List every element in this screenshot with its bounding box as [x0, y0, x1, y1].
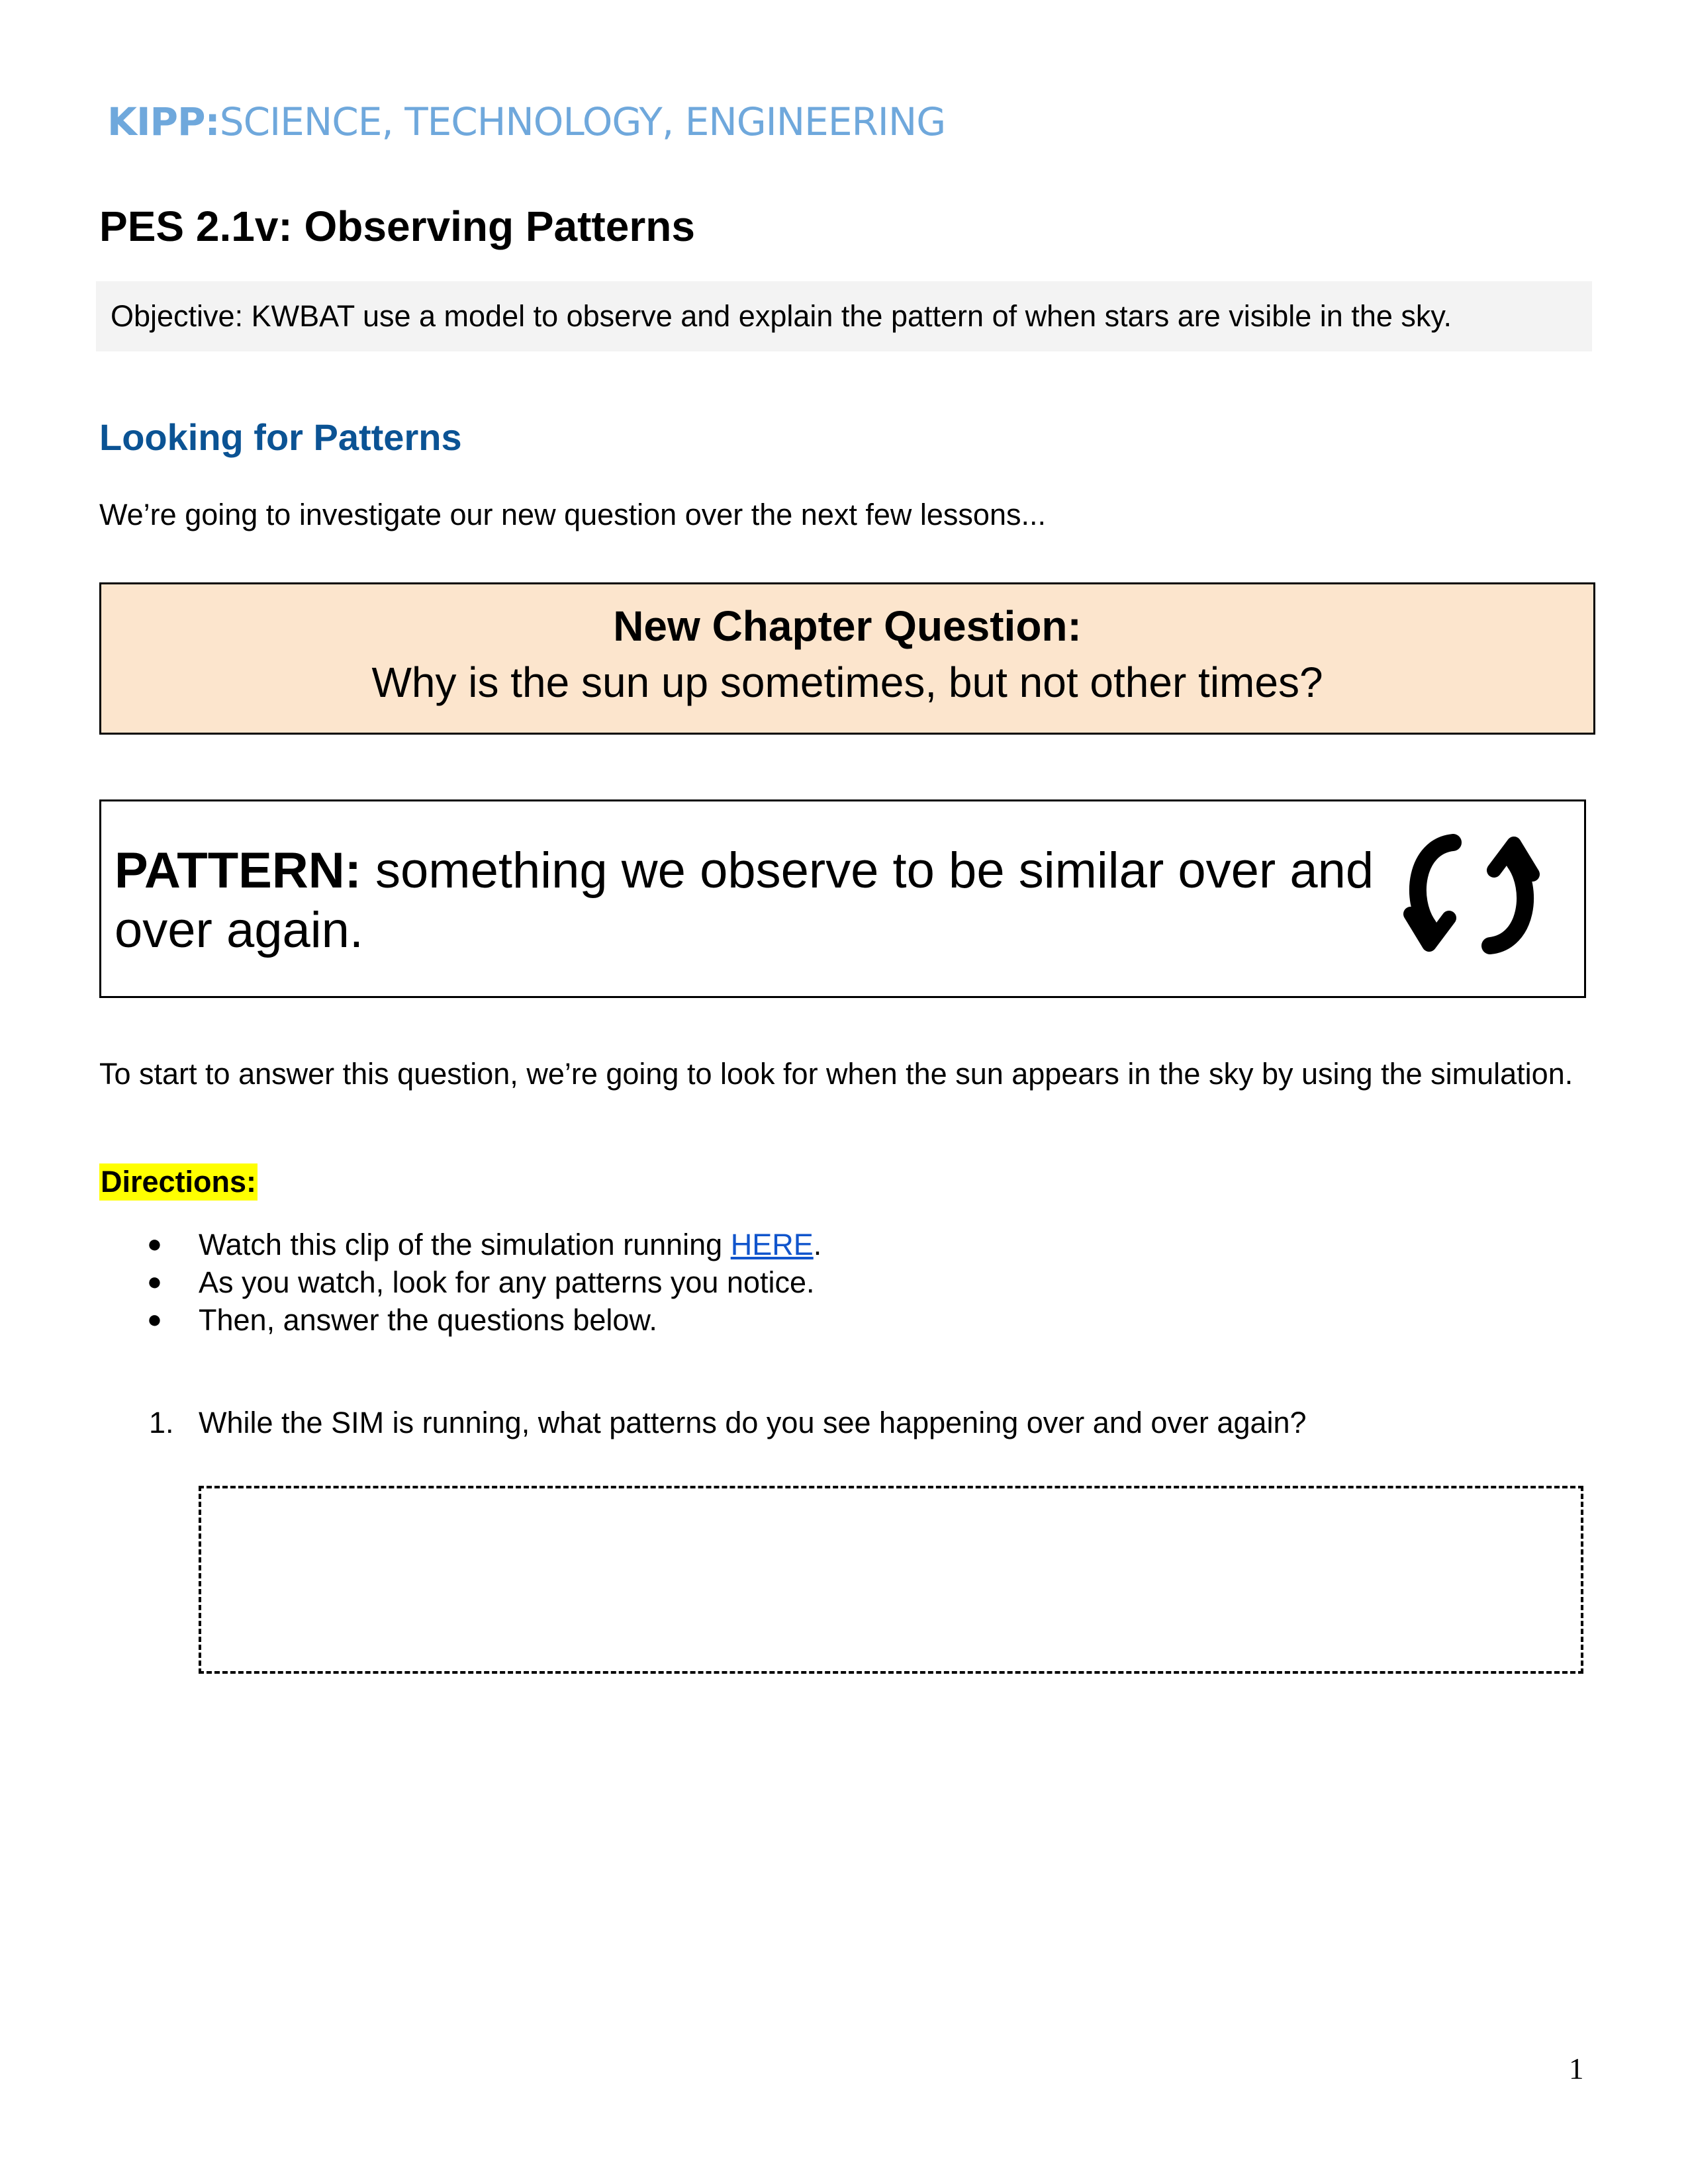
brand-subtitle: SCIENCE, TECHNOLOGY, ENGINEERING — [219, 99, 946, 144]
simulation-clip-link[interactable]: HERE — [730, 1228, 814, 1261]
list-item-text: As you watch, look for any patterns you notice. — [199, 1265, 815, 1299]
directions-label: Directions: — [99, 1163, 258, 1201]
kipp-logo-header — [107, 99, 945, 144]
directions-list — [0, 1226, 1688, 1339]
list-item-suffix: . — [813, 1228, 822, 1261]
pattern-term: PATTERN: — [115, 842, 361, 899]
instruction-paragraph: To start to answer this question, we’re going to look for when the sun appears in the sky by using the simulation. — [99, 1057, 1573, 1091]
section-heading: Looking for Patterns — [99, 416, 462, 458]
pattern-definition — [115, 841, 1412, 960]
question-number: 1. — [149, 1406, 174, 1439]
list-item-text — [199, 1226, 821, 1263]
bullet-icon: ● — [147, 1230, 162, 1258]
list-item-prefix: Watch this clip of the simulation running — [199, 1228, 731, 1261]
bullet-icon: ● — [147, 1268, 162, 1296]
intro-text: We’re going to investigate our new question over the next few lessons... — [99, 498, 1046, 531]
question-text: While the SIM is running, what patterns do you see happening over and over again? — [199, 1406, 1307, 1439]
list-item-text: Then, answer the questions below. — [199, 1303, 657, 1337]
brand-name: KIPP — [107, 99, 205, 144]
brand-separator: : — [205, 99, 220, 144]
objective-box: Objective: KWBAT use a model to observe and explain the pattern of when stars are visible in the sky. — [96, 281, 1592, 351]
chapter-question-box — [99, 582, 1595, 735]
page-number: 1 — [1569, 2052, 1584, 2085]
pattern-definition-box — [99, 799, 1586, 998]
answer-box[interactable] — [199, 1486, 1583, 1674]
list-item — [0, 1263, 1688, 1301]
pattern-definition-text: something we observe to be similar over and over again. — [115, 842, 1374, 958]
bullet-icon: ● — [147, 1306, 162, 1334]
question-1 — [0, 1403, 1688, 1443]
chapter-question-heading: New Chapter Question: — [613, 602, 1082, 650]
list-item — [0, 1226, 1688, 1263]
chapter-question-text: Why is the sun up sometimes, but not other times? — [371, 659, 1323, 706]
page-title: PES 2.1v: Observing Patterns — [99, 203, 695, 250]
cycle-arrows-icon — [1392, 815, 1551, 974]
list-item — [0, 1301, 1688, 1339]
